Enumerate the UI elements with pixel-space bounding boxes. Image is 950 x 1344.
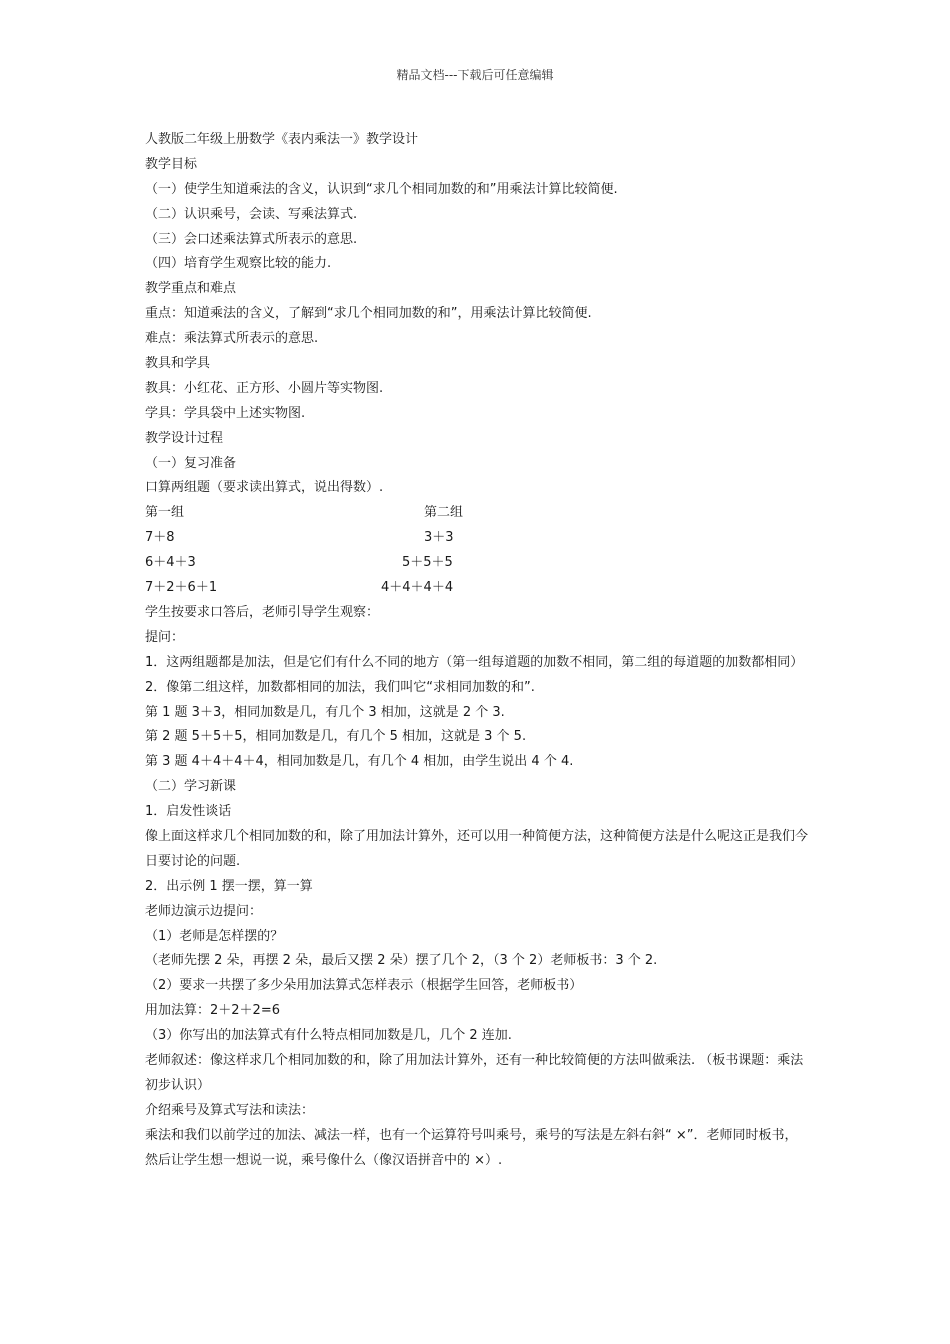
group-two-item: 4＋4＋4＋4 [381,580,454,596]
observe-text: 学生按要求口答后，老师引导学生观察： [145,604,380,620]
group-one-label: 第一组 [145,505,185,521]
key-heading: 教学重点和难点 [145,281,237,297]
review-intro: 口算两组题（要求读出算式，说出得数）. [145,480,384,496]
goal-item: （二）认识乘号，会读、写乘法算式. [145,206,358,222]
groups-row [145,551,810,576]
question-one: 1．这两组题都是加法，但是它们有什么不同的地方（第一组每道题的加数不相同，第二组的每道题的加数都相同） [145,654,804,670]
group-one-item: 7＋8 [145,530,175,546]
demo-text: 老师边演示边提问： [145,903,263,919]
group-one-item: 7＋2＋6＋1 [145,580,218,596]
demo-question-three: （3）你写出的加法算式有什么特点相同加数是几，几个 2 连加. [145,1028,512,1044]
document-title: 人教版二年级上册数学《表内乘法一》教学设计 [145,132,419,147]
document-body [145,128,810,1174]
example-one: 第 1 题 3＋3，相同加数是几，有几个 3 相加，这就是 2 个 3. [145,704,505,720]
question-two: 2．像第二组这样，加数都相同的加法，我们叫它“求相同加数的和”. [145,679,535,695]
goal-item: （四）培育学生观察比较的能力. [145,256,332,272]
example-two: 第 2 题 5＋5＋5，相同加数是几，有几个 5 相加，这就是 3 个 5. [145,729,527,745]
narrate-text: 老师叙述：像这样求几个相同加数的和，除了用加法计算外，还有一种比较简便的方法叫做乘法. （板书课题：乘法初步认识） [145,1053,804,1093]
demo-question-one: （1）老师是怎样摆的？ [145,928,284,944]
intro-sign-text: 介绍乘号及算式写法和读法： [145,1102,315,1118]
example-three: 第 3 题 4＋4＋4＋4，相同加数是几，有几个 4 相加，由学生说出 4 个 4. [145,754,574,770]
demo-answer-two: 用加法算：2＋2＋2=6 [145,1003,280,1019]
talk-heading: 1．启发性谈话 [145,804,232,820]
groups-label-row [145,501,810,526]
groups-row [145,576,810,601]
tools-heading: 教具和学具 [145,356,211,372]
demo-answer-one: （老师先摆 2 朵，再摆 2 朵，最后又摆 2 朵）摆了几个 2，（3 个 2）老师板书：3 个 2. [145,953,658,969]
difficulty: 难点：乘法算式所表示的意思. [145,331,319,347]
group-two-item: 3＋3 [424,530,454,546]
page-header: 精品文档---下载后可任意编辑 [396,68,554,82]
ask-text: 提问： [145,629,185,645]
student-tools: 学具：学具袋中上述实物图. [145,405,306,421]
groups-row [145,526,810,551]
group-two-label: 第二组 [424,505,464,521]
goal-item: （三）会口述乘法算式所表示的意思. [145,231,358,247]
talk-text: 像上面这样求几个相同加数的和，除了用加法计算外，还可以用一种简便方法，这种简便方法是什么呢这正是我们今日要讨论的问题. [145,828,809,869]
new-lesson-heading: （二）学习新课 [145,779,237,795]
process-heading: 教学设计过程 [145,430,224,446]
group-one-item: 6＋4＋3 [145,555,196,571]
teacher-tools: 教具：小红花、正方形、小圆片等实物图. [145,380,384,396]
group-two-item: 5＋5＋5 [402,555,453,571]
sign-description: 乘法和我们以前学过的加法、减法一样，也有一个运算符号叫乘号，乘号的写法是左斜右斜“ ×”．老师同时板书，然后让学生想一想说一说，乘号像什么（像汉语拼音中的 ×）. [145,1127,798,1168]
key-point: 重点：知道乘法的含义，了解到“求几个相同加数的和”，用乘法计算比较简便. [145,306,592,322]
demo-question-two: （2）要求一共摆了多少朵用加法算式怎样表示（根据学生回答，老师板书） [145,978,583,994]
goals-heading: 教学目标 [145,156,198,172]
goal-item: （一）使学生知道乘法的含义，认识到“求几个相同加数的和”用乘法计算比较简便. [145,181,618,197]
example-heading: 2．出示例 1 摆一摆，算一算 [145,878,313,894]
review-heading: （一）复习准备 [145,455,237,471]
